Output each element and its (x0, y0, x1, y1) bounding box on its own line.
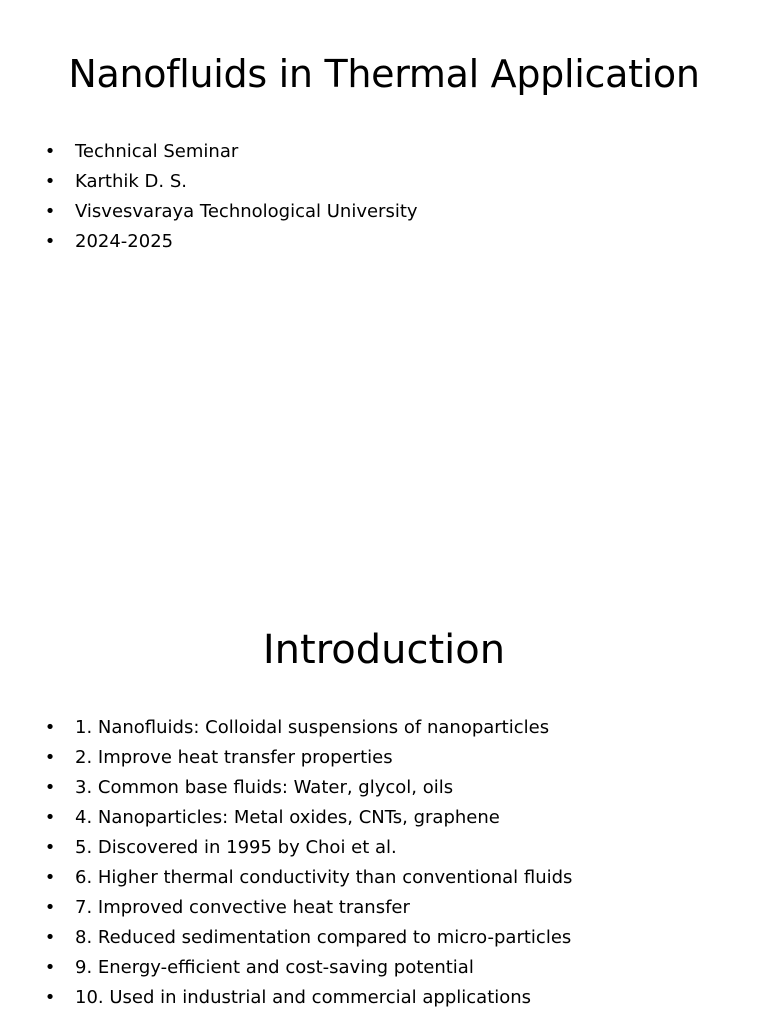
bullet-text: 5. Discovered in 1995 by Choi et al. (75, 837, 397, 858)
bullet-text: 1. Nanofluids: Colloidal suspensions of nanoparticles (75, 717, 550, 738)
bullet-icon: • (44, 837, 56, 858)
slide-introduction-heading: Introduction (262, 627, 506, 673)
slide-introduction (0, 576, 768, 1024)
bullet-text: 10. Used in industrial and commercial applications (75, 987, 532, 1008)
bullet-text: Visvesvaraya Technological University (75, 201, 418, 222)
bullet-text: 9. Energy-efficient and cost-saving potential (75, 957, 474, 978)
bullet-icon: • (44, 897, 56, 918)
bullet-text: 4. Nanoparticles: Metal oxides, CNTs, graphene (75, 807, 500, 828)
bullet-icon: • (44, 717, 56, 738)
bullet-item (0, 983, 768, 1013)
bullet-item (0, 743, 768, 773)
bullet-item (0, 137, 768, 167)
bullet-icon: • (44, 957, 56, 978)
bullet-text: Karthik D. S. (75, 171, 187, 192)
bullet-item (0, 803, 768, 833)
title-slide-bullet-list (0, 137, 768, 257)
bullet-item (0, 953, 768, 983)
bullet-item (0, 227, 768, 257)
bullet-icon: • (44, 171, 56, 192)
bullet-item (0, 167, 768, 197)
bullet-icon: • (44, 747, 56, 768)
bullet-item (0, 893, 768, 923)
introduction-bullet-list (0, 713, 768, 1013)
bullet-text: Technical Seminar (75, 141, 239, 162)
bullet-icon: • (44, 231, 56, 252)
bullet-item (0, 773, 768, 803)
bullet-icon: • (44, 141, 56, 162)
bullet-item (0, 923, 768, 953)
bullet-text: 6. Higher thermal conductivity than conventional fluids (75, 867, 573, 888)
bullet-text: 7. Improved convective heat transfer (75, 897, 410, 918)
bullet-text: 2024-2025 (75, 231, 174, 252)
bullet-text: 2. Improve heat transfer properties (75, 747, 393, 768)
bullet-item (0, 863, 768, 893)
bullet-item (0, 713, 768, 743)
bullet-icon: • (44, 807, 56, 828)
bullet-icon: • (44, 927, 56, 948)
bullet-item (0, 197, 768, 227)
bullet-item (0, 833, 768, 863)
bullet-text: 8. Reduced sedimentation compared to micro-particles (75, 927, 572, 948)
bullet-text: 3. Common base fluids: Water, glycol, oils (75, 777, 454, 798)
bullet-icon: • (44, 867, 56, 888)
bullet-icon: • (44, 777, 56, 798)
bullet-icon: • (44, 987, 56, 1008)
slide-title-heading: Nanofluids in Thermal Application (68, 52, 700, 96)
bullet-icon: • (44, 201, 56, 222)
